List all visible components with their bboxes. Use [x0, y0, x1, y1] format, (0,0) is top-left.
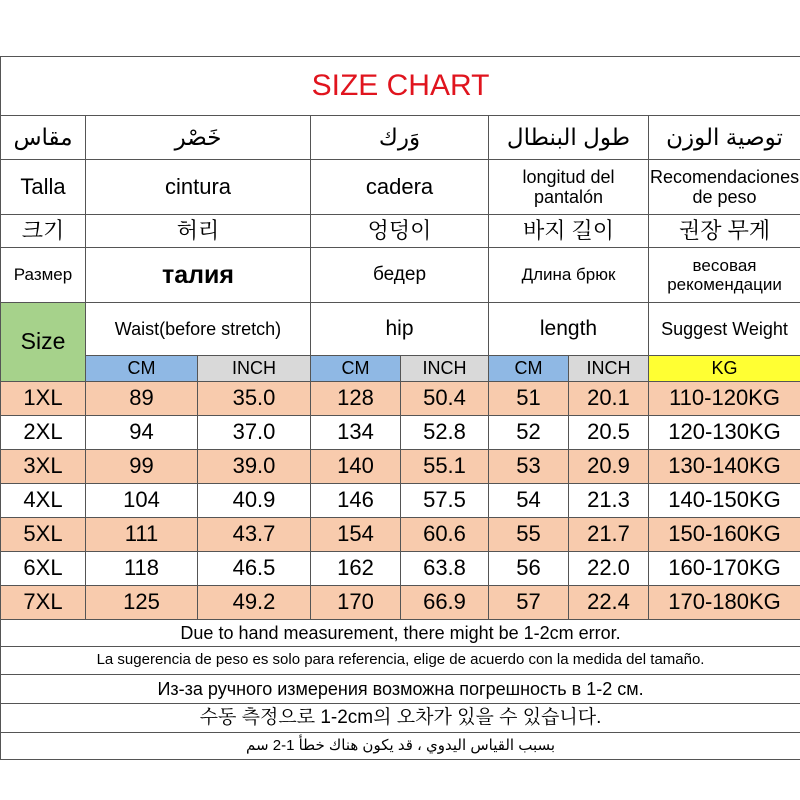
cell-weight: 150-160KG — [649, 518, 800, 552]
cell-hip-inch: 50.4 — [401, 382, 489, 416]
header-length-en: length — [489, 303, 649, 356]
cell-waist-inch: 39.0 — [198, 450, 311, 484]
header-size-ru: Размер — [1, 248, 86, 303]
note-text: Due to hand measurement, there might be 1-2cm error. — [1, 620, 800, 647]
cell-hip-inch: 52.8 — [401, 416, 489, 450]
cell-size: 5XL — [1, 518, 86, 552]
cell-weight: 140-150KG — [649, 484, 800, 518]
header-weight-ko: 권장 무게 — [649, 215, 800, 248]
header-row-arabic — [1, 116, 800, 160]
cell-waist-cm: 125 — [86, 586, 198, 620]
header-waist-ko: 허리 — [86, 215, 311, 248]
note-row — [1, 733, 800, 760]
size-chart-table — [0, 56, 800, 760]
cell-waist-cm: 111 — [86, 518, 198, 552]
cell-length-cm: 52 — [489, 416, 569, 450]
note-row — [1, 647, 800, 675]
note-text: 수동 측정으로 1-2cm의 오차가 있을 수 있습니다. — [1, 704, 800, 733]
cell-length-cm: 53 — [489, 450, 569, 484]
header-length-ru: Длина брюк — [489, 248, 649, 303]
header-hip-en: hip — [311, 303, 489, 356]
cell-length-inch: 20.5 — [569, 416, 649, 450]
cell-length-inch: 22.0 — [569, 552, 649, 586]
cell-hip-cm: 134 — [311, 416, 401, 450]
header-size-ko: 크기 — [1, 215, 86, 248]
header-length-ko: 바지 길이 — [489, 215, 649, 248]
cell-hip-inch: 60.6 — [401, 518, 489, 552]
cell-size: 6XL — [1, 552, 86, 586]
note-text: بسبب القياس اليدوي ، قد يكون هناك خطأ 1-2 سم — [1, 733, 800, 760]
cell-size: 3XL — [1, 450, 86, 484]
cell-hip-cm: 162 — [311, 552, 401, 586]
note-text: Из-за ручного измерения возможна погрешность в 1-2 см. — [1, 675, 800, 704]
cell-waist-inch: 49.2 — [198, 586, 311, 620]
unit-waist-inch: INCH — [198, 356, 311, 382]
header-weight-es: Recomendaciones de peso — [649, 160, 800, 215]
table-row — [1, 382, 800, 416]
table-row — [1, 586, 800, 620]
unit-length-cm: CM — [489, 356, 569, 382]
header-row-russian — [1, 248, 800, 303]
cell-weight: 160-170KG — [649, 552, 800, 586]
unit-hip-inch: INCH — [401, 356, 489, 382]
cell-waist-cm: 99 — [86, 450, 198, 484]
header-weight-en: Suggest Weight — [649, 303, 800, 356]
size-chart — [0, 56, 800, 760]
header-size-es: Talla — [1, 160, 86, 215]
unit-weight-kg: KG — [649, 356, 800, 382]
cell-length-cm: 51 — [489, 382, 569, 416]
cell-length-inch: 21.7 — [569, 518, 649, 552]
header-hip-ar: وَرك — [311, 116, 489, 160]
cell-hip-cm: 128 — [311, 382, 401, 416]
cell-waist-cm: 94 — [86, 416, 198, 450]
cell-weight: 110-120KG — [649, 382, 800, 416]
cell-weight: 170-180KG — [649, 586, 800, 620]
table-row — [1, 416, 800, 450]
header-waist-ar: خَصْر — [86, 116, 311, 160]
table-row — [1, 552, 800, 586]
unit-length-inch: INCH — [569, 356, 649, 382]
cell-hip-cm: 140 — [311, 450, 401, 484]
note-text: La sugerencia de peso es solo para referencia, elige de acuerdo con la medida del tamaño. — [1, 647, 800, 675]
table-row — [1, 450, 800, 484]
header-weight-ru: весовая рекомендации — [649, 248, 800, 303]
cell-hip-cm: 170 — [311, 586, 401, 620]
unit-waist-cm: CM — [86, 356, 198, 382]
header-hip-es: cadera — [311, 160, 489, 215]
cell-weight: 120-130KG — [649, 416, 800, 450]
cell-length-cm: 56 — [489, 552, 569, 586]
header-length-es: longitud del pantalón — [489, 160, 649, 215]
cell-size: 1XL — [1, 382, 86, 416]
cell-length-inch: 21.3 — [569, 484, 649, 518]
cell-waist-cm: 104 — [86, 484, 198, 518]
cell-waist-inch: 40.9 — [198, 484, 311, 518]
header-waist-ru: талия — [86, 248, 311, 303]
chart-title: SIZE CHART — [1, 57, 800, 116]
cell-hip-inch: 57.5 — [401, 484, 489, 518]
cell-hip-cm: 146 — [311, 484, 401, 518]
header-length-ar: طول البنطال — [489, 116, 649, 160]
note-row — [1, 620, 800, 647]
cell-hip-inch: 66.9 — [401, 586, 489, 620]
cell-weight: 130-140KG — [649, 450, 800, 484]
header-size-ar: مقاس — [1, 116, 86, 160]
cell-hip-inch: 63.8 — [401, 552, 489, 586]
cell-waist-inch: 43.7 — [198, 518, 311, 552]
cell-waist-inch: 37.0 — [198, 416, 311, 450]
header-row-english — [1, 303, 800, 356]
note-row — [1, 704, 800, 733]
header-row-korean — [1, 215, 800, 248]
header-weight-ar: توصية الوزن — [649, 116, 800, 160]
cell-length-inch: 22.4 — [569, 586, 649, 620]
cell-waist-inch: 46.5 — [198, 552, 311, 586]
cell-waist-cm: 118 — [86, 552, 198, 586]
cell-waist-cm: 89 — [86, 382, 198, 416]
header-hip-ru: бедер — [311, 248, 489, 303]
cell-size: 7XL — [1, 586, 86, 620]
cell-length-cm: 54 — [489, 484, 569, 518]
note-row — [1, 675, 800, 704]
cell-size: 4XL — [1, 484, 86, 518]
header-size-en: Size — [1, 303, 86, 382]
unit-row — [1, 356, 800, 382]
unit-hip-cm: CM — [311, 356, 401, 382]
cell-length-cm: 57 — [489, 586, 569, 620]
table-row — [1, 518, 800, 552]
title-row — [1, 57, 800, 116]
cell-length-inch: 20.1 — [569, 382, 649, 416]
cell-waist-inch: 35.0 — [198, 382, 311, 416]
header-hip-ko: 엉덩이 — [311, 215, 489, 248]
cell-length-inch: 20.9 — [569, 450, 649, 484]
header-waist-es: cintura — [86, 160, 311, 215]
cell-size: 2XL — [1, 416, 86, 450]
table-row — [1, 484, 800, 518]
cell-hip-inch: 55.1 — [401, 450, 489, 484]
header-row-spanish — [1, 160, 800, 215]
header-waist-en: Waist(before stretch) — [86, 303, 311, 356]
cell-hip-cm: 154 — [311, 518, 401, 552]
cell-length-cm: 55 — [489, 518, 569, 552]
